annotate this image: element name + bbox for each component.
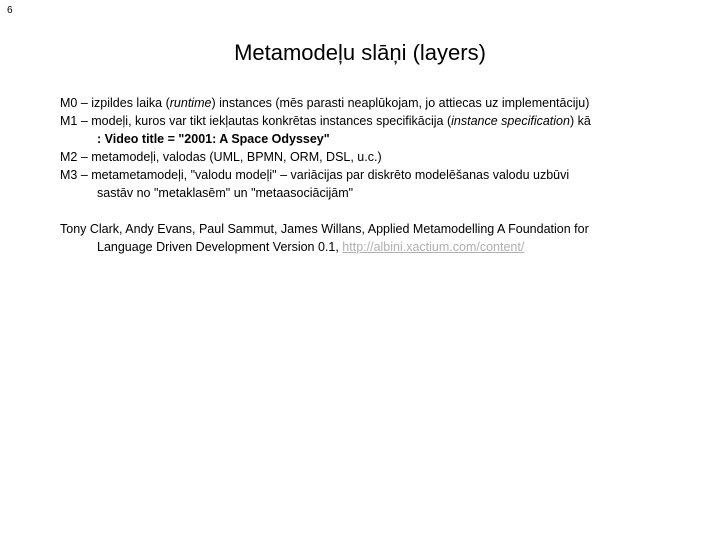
layer-m0-italic: runtime bbox=[169, 96, 212, 110]
layer-m1-italic: instance specification bbox=[451, 114, 570, 128]
reference-line-1: Tony Clark, Andy Evans, Paul Sammut, James Willans, Applied Metamodelling A Foundation for bbox=[60, 222, 589, 236]
reference-link[interactable]: http://albini.xactium.com/content/ bbox=[342, 240, 525, 254]
layer-m3-continued: sastāv no "metaklasēm" un "metaasociācijām" bbox=[97, 186, 354, 200]
spacer bbox=[60, 202, 710, 220]
reference-line-2 bbox=[60, 238, 710, 256]
layer-m3: M3 – metametamodeļi, "valodu modeļi" – variācijas par diskrēto modelēšanas valodu uzbūvi bbox=[60, 168, 570, 182]
layer-m2: M2 – metamodeļi, valodas (UML, BPMN, ORM, DSL, u.c.) bbox=[60, 150, 382, 164]
layer-m0 bbox=[60, 94, 710, 112]
layer-m1 bbox=[60, 112, 710, 130]
slide-body bbox=[60, 94, 710, 256]
slide-title: Metamodeļu slāņi (layers) bbox=[234, 40, 486, 65]
layer-m0-suffix: ) instances (mēs parasti neaplūkojam, jo attiecas uz implementāciju) bbox=[211, 96, 590, 110]
layer-m0-prefix: M0 – izpildes laika ( bbox=[60, 96, 170, 110]
layer-m1-prefix: M1 – modeļi, kuros var tikt iekļautas konkrētas instances specifikācija ( bbox=[60, 114, 452, 128]
layer-m1-suffix: ) kā bbox=[569, 114, 591, 128]
layer-m1-example-text: : Video title = "2001: A Space Odyssey" bbox=[97, 132, 330, 146]
page-number: 6 bbox=[7, 5, 13, 16]
layer-m1-example bbox=[60, 130, 710, 148]
reference-line-2-prefix: Language Driven Development Version 0.1, bbox=[97, 240, 343, 254]
